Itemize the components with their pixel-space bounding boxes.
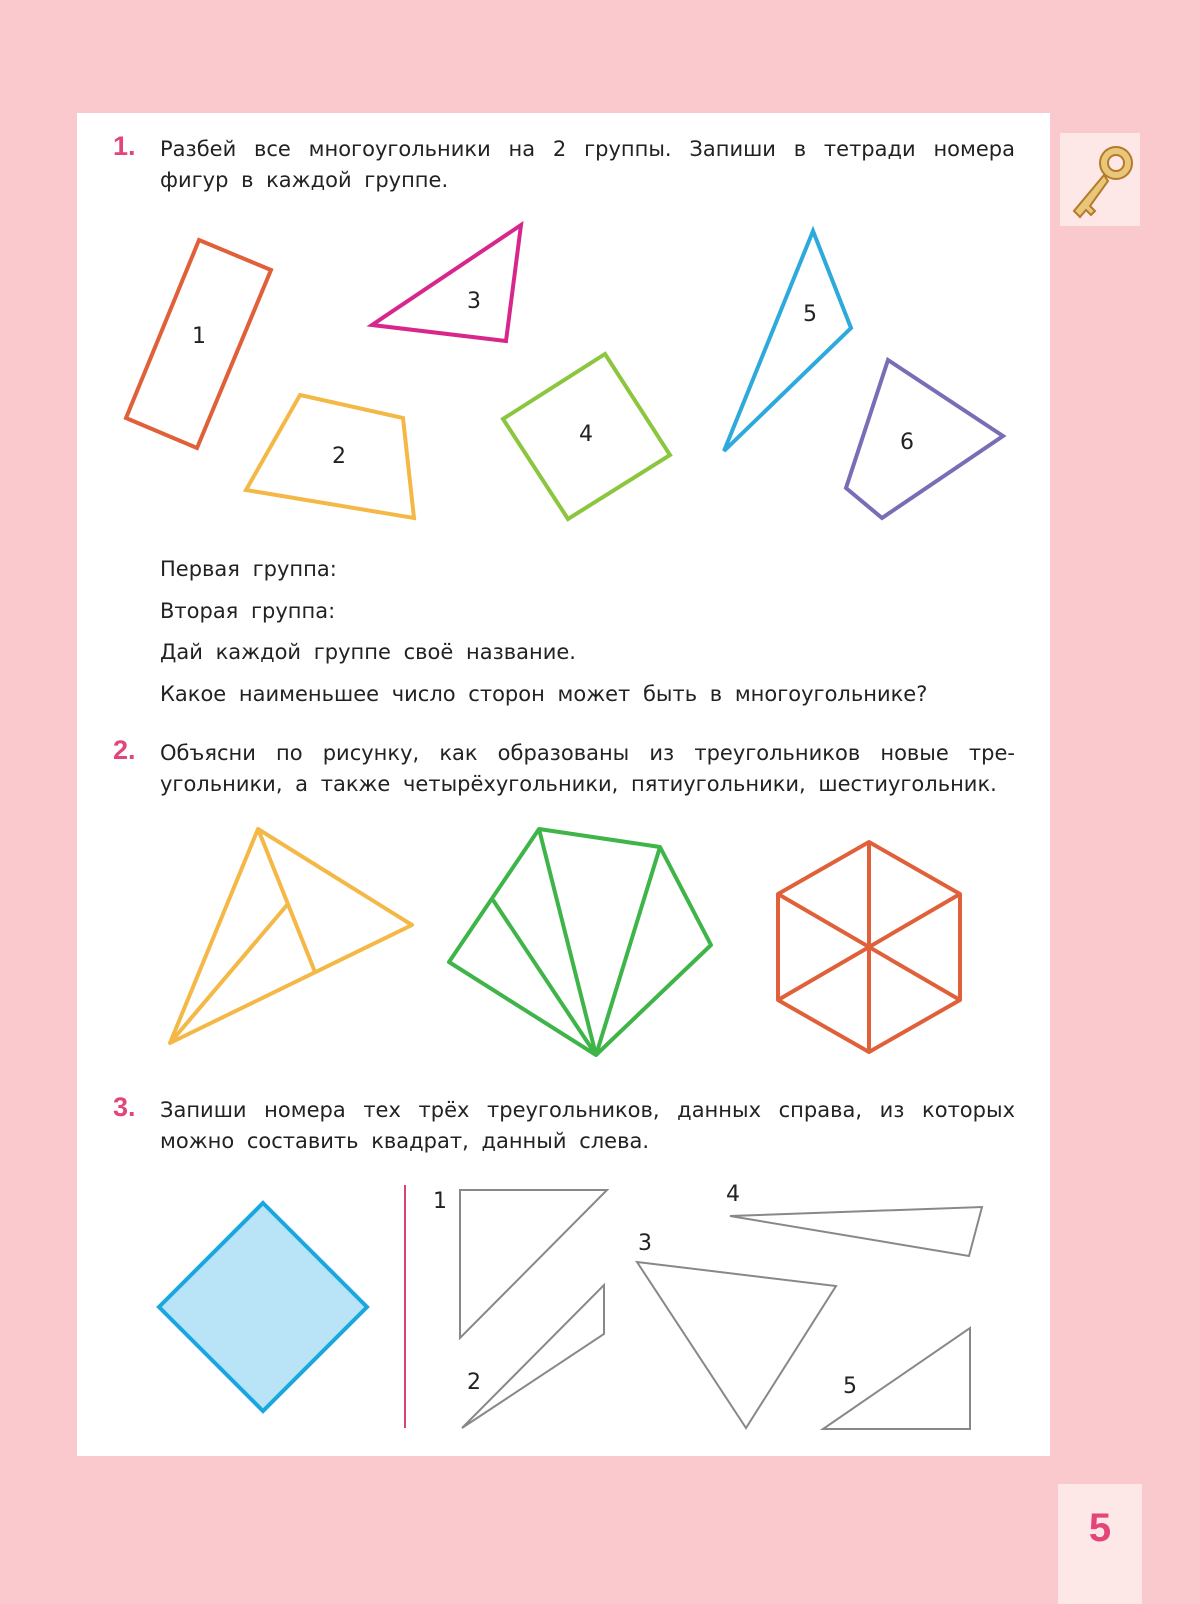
- triangle-4-label: 4: [726, 1182, 740, 1207]
- page-number: 5: [1088, 1506, 1112, 1550]
- answer-line-name-groups: Дай каждой группе своё название.: [160, 640, 576, 664]
- exercise-3-number: 3.: [113, 1092, 136, 1122]
- answer-line-second-group: Вторая группа:: [160, 599, 336, 623]
- triangle-2-label: 2: [467, 1370, 481, 1395]
- triangle-1: [460, 1190, 607, 1338]
- exercise-2-line-1: Объясни по рисунку, как образованы из треугольников новые тре-: [160, 741, 1015, 765]
- triangle-1-label: 1: [433, 1189, 447, 1214]
- exercise-3-text: Запиши номера тех трёх треугольников, данных справа, из которых можно составить квадрат, данный слева.: [160, 1098, 1015, 1153]
- polygon-2-label: 2: [332, 444, 346, 469]
- exercise-2-number: 2.: [113, 735, 136, 765]
- page-number-tab: [1058, 1484, 1142, 1604]
- triangle-3-label: 3: [638, 1231, 652, 1256]
- target-square: [159, 1203, 367, 1411]
- polygon-3-label: 3: [467, 289, 481, 314]
- triangle-2: [462, 1285, 604, 1428]
- candidate-triangles: [460, 1190, 982, 1429]
- triangle-3: [637, 1262, 836, 1428]
- answer-line-first-group: Первая группа:: [160, 557, 337, 581]
- polygon-1-label: 1: [192, 324, 206, 349]
- polygon-4-label: 4: [579, 422, 593, 447]
- polygon-6-label: 6: [900, 430, 914, 455]
- polygon-5-label: 5: [803, 302, 817, 327]
- triangle-5-label: 5: [843, 1374, 857, 1399]
- exercise-2-line-2: угольники, а также четырёхугольники, пятиугольники, шестиугольник.: [160, 772, 997, 796]
- triangle-4: [730, 1207, 982, 1256]
- answer-line-question: Какое наименьшее число сторон может быть в многоугольнике?: [160, 682, 928, 706]
- exercise-1-text: Разбей все многоугольники на 2 группы. Запиши в тетради номера фигур в каждой группе.: [160, 137, 1015, 192]
- exercise-1-number: 1.: [113, 131, 136, 161]
